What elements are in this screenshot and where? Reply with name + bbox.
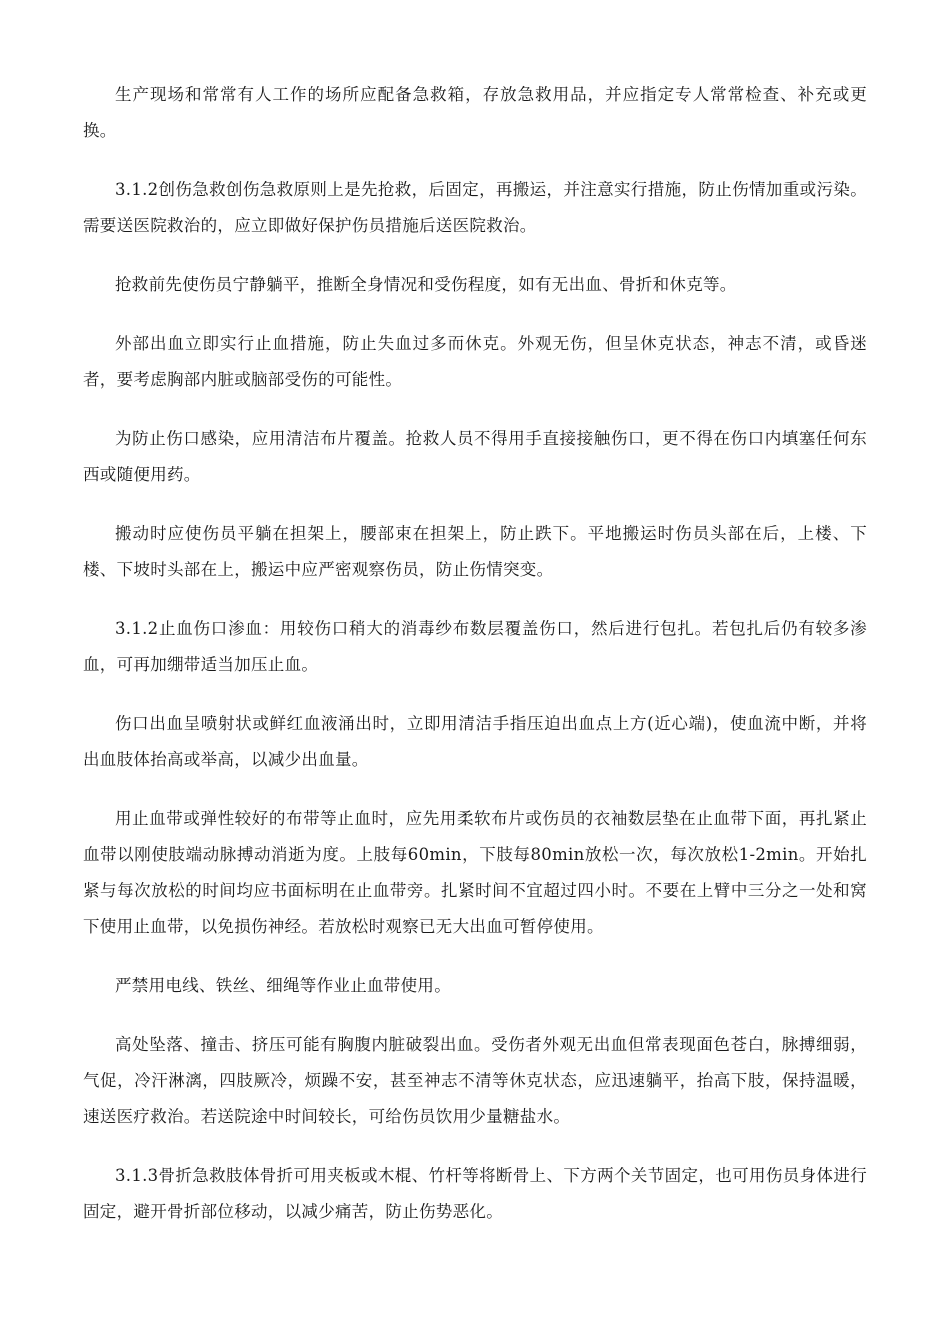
paragraph-trauma-first-aid: 3.1.2创伤急救创伤急救原则上是先抢救，后固定，再搬运，并注意实行措施，防止伤情加重或污染。需要送医院救治的，应立即做好保护伤员措施后送医院救治。 (83, 180, 867, 235)
paragraph-external-bleeding: 外部出血立即实行止血措施，防止失血过多而休克。外观无伤，但呈休克状态，神志不清，或昏迷者，要考虑胸部内脏或脑部受伤的可能性。 (83, 334, 867, 389)
paragraph-tourniquet: 用止血带或弹性较好的布带等止血时，应先用柔软布片或伤员的衣袖数层垫在止血带下面，再扎紧止血带以刚使肢端动脉搏动消逝为度。上肢每60min，下肢每80min放松一次，每次放松1-2min。开始扎紧与每次放松的时间均应书面标明在止血带旁。扎紧时间不宜超过四小时。不要在上臂中三分之一处和窝下使用止血带，以免损伤神经。若放松时观察已无大出血可暂停使用。 (83, 809, 867, 936)
paragraph-infection-prevention: 为防止伤口感染，应用清洁布片覆盖。抢救人员不得用手直接接触伤口，更不得在伤口内填塞任何东西或随便用药。 (83, 429, 867, 484)
paragraph-pre-rescue: 抢救前先使伤员宁静躺平，推断全身情况和受伤程度，如有无出血、骨折和休克等。 (115, 275, 737, 294)
paragraph-arterial-bleeding: 伤口出血呈喷射状或鲜红血液涌出时，立即用清洁手指压迫出血点上方(近心端)，使血流中断，并将出血肢体抬高或举高，以减少出血量。 (83, 714, 867, 769)
paragraph-internal-bleeding: 高处坠落、撞击、挤压可能有胸腹内脏破裂出血。受伤者外观无出血但常表现面色苍白，脉搏细弱，气促，冷汗淋漓，四肢厥冷，烦躁不安，甚至神志不清等休克状态，应迅速躺平，抬高下肢，保持温暖，速送医疗救治。若送院途中时间较长，可给伤员饮用少量糖盐水。 (83, 1035, 867, 1126)
paragraph-stretcher-transport: 搬动时应使伤员平躺在担架上，腰部束在担架上，防止跌下。平地搬运时伤员头部在后，上楼、下楼、下坡时头部在上，搬运中应严密观察伤员，防止伤情突变。 (83, 524, 867, 579)
document-body (83, 77, 867, 1253)
paragraph-hemostasis-oozing: 3.1.2止血伤口渗血：用较伤口稍大的消毒纱布数层覆盖伤口，然后进行包扎。若包扎后仍有较多渗血，可再加绷带适当加压止血。 (83, 619, 867, 674)
paragraph-first-aid-kit: 生产现场和常常有人工作的场所应配备急救箱，存放急救用品，并应指定专人常常检查、补充或更换。 (83, 85, 867, 140)
paragraph-fracture-first-aid: 3.1.3骨折急救肢体骨折可用夹板或木棍、竹杆等将断骨上、下方两个关节固定，也可用伤员身体进行固定，避开骨折部位移动，以减少痛苦，防止伤势恶化。 (83, 1166, 867, 1221)
paragraph-tourniquet-prohibition: 严禁用电线、铁丝、细绳等作业止血带使用。 (115, 976, 451, 995)
